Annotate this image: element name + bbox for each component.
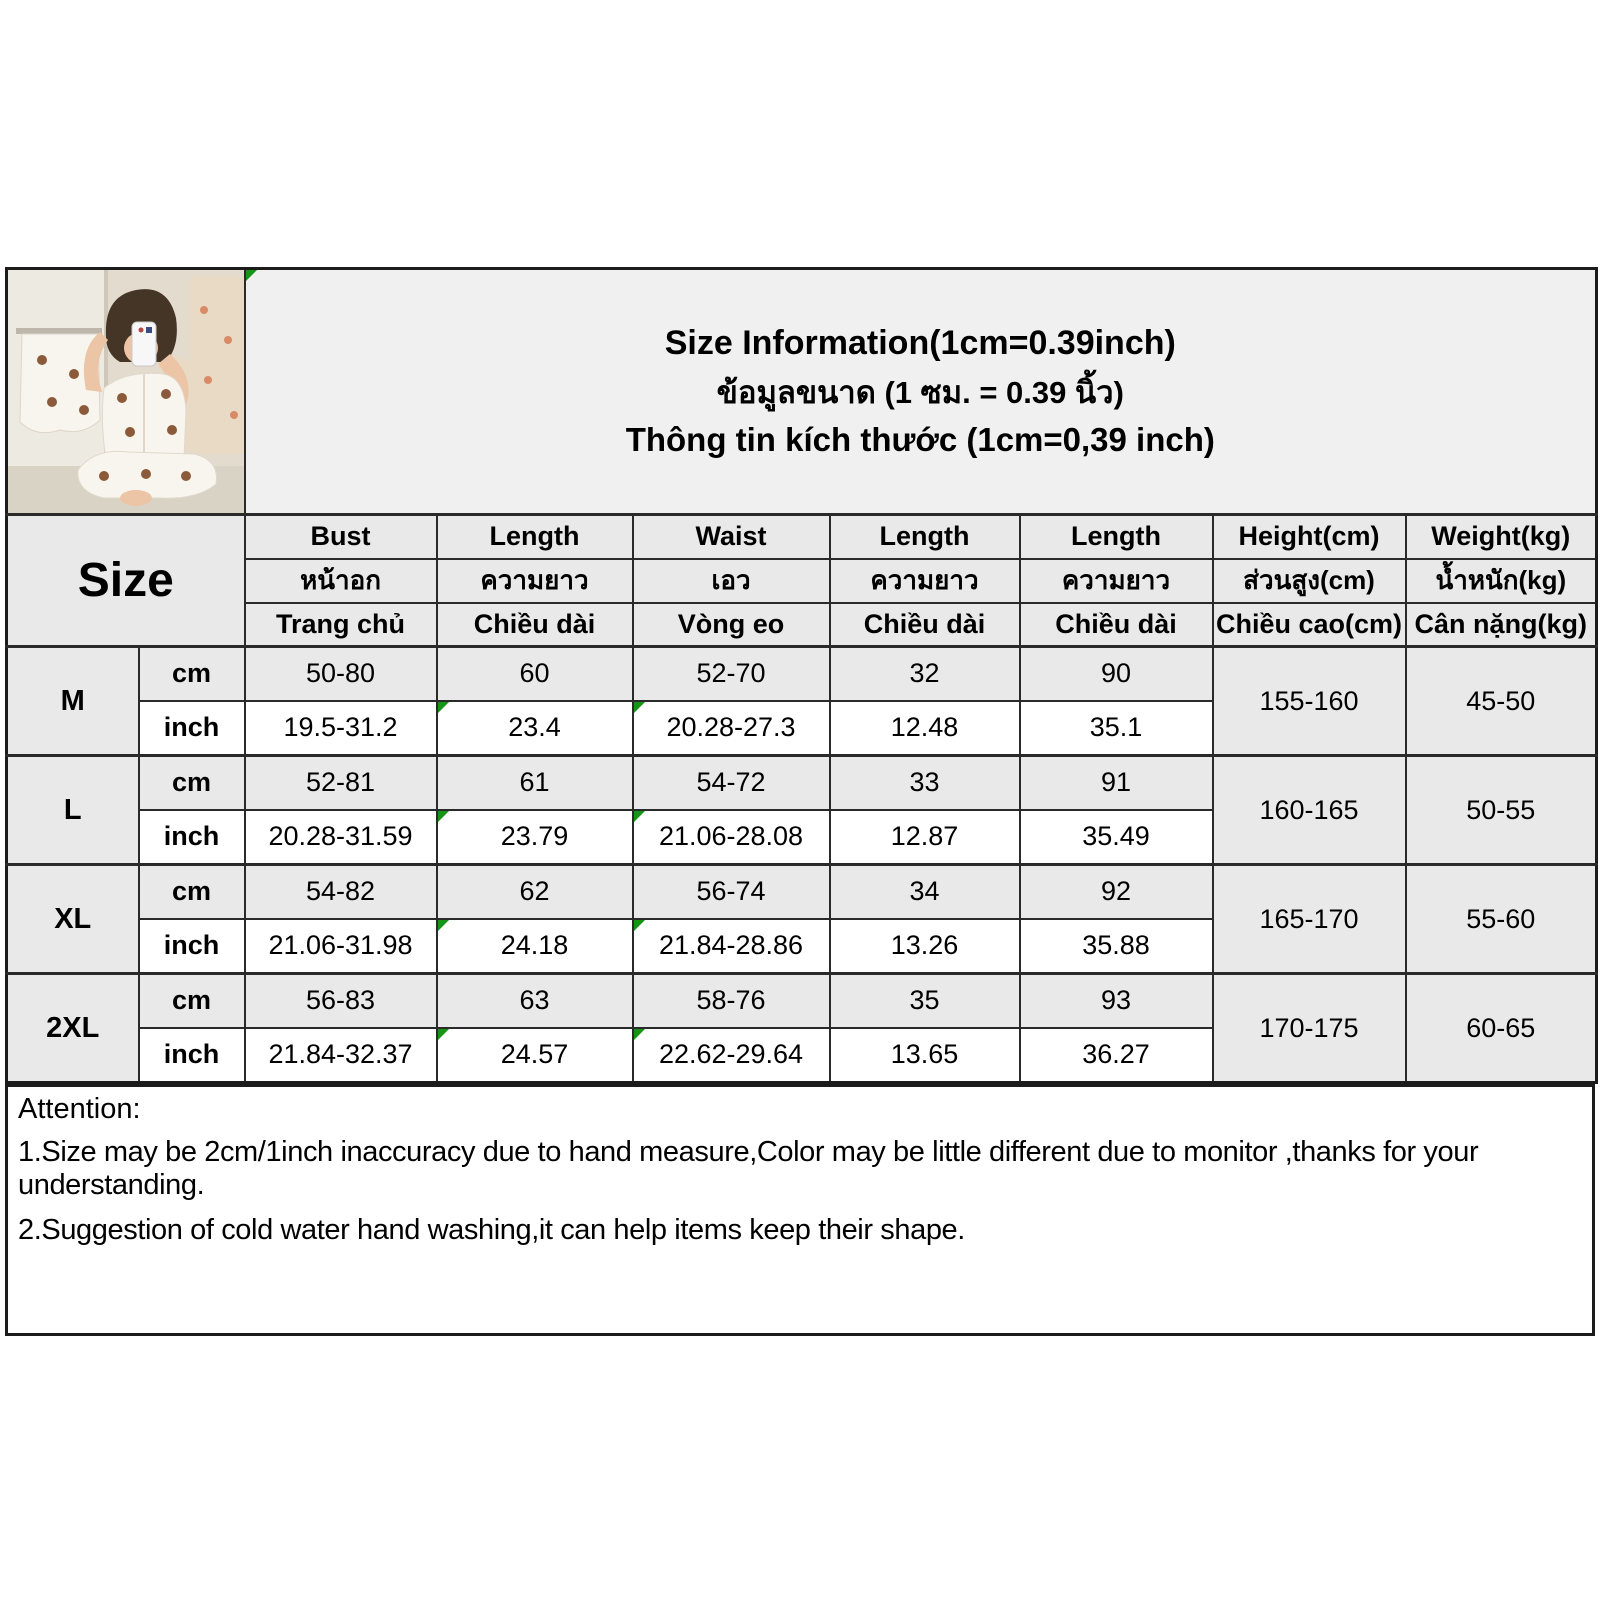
column-header-vi-5: Chiều cao(cm) [1213,603,1406,647]
measurement-cm-1: 61 [437,756,633,810]
product-photo [7,269,245,515]
unit-label-inch: inch [139,701,245,756]
size-chart-table [5,267,1598,1084]
measurement-cm-0: 50-80 [245,647,437,701]
height-value: 165-170 [1213,865,1406,974]
measurement-cm-3: 34 [830,865,1020,919]
attention-line-1: 1.Size may be 2cm/1inch inaccuracy due to hand measure,Color may be little different due to monitor ,thanks for your understanding. [18,1136,1479,1201]
column-header-vi-3: Chiều dài [830,603,1020,647]
title-vietnamese: Thông tin kích thước (1cm=0,39 inch) [625,421,1215,458]
column-header-vi-0: Trang chủ [245,603,437,647]
column-header-en-6: Weight(kg) [1406,515,1597,559]
column-header-en-2: Waist [633,515,830,559]
unit-label-cm: cm [139,756,245,810]
unit-label-inch: inch [139,919,245,974]
height-value: 155-160 [1213,647,1406,756]
attention-notes [5,1084,1595,1336]
measurement-inch-1: 23.4 [437,701,633,756]
measurement-inch-1: 24.57 [437,1028,633,1083]
column-header-th-5: ส่วนสูง(cm) [1213,559,1406,603]
column-header-vi-4: Chiều dài [1020,603,1213,647]
measurement-cm-4: 90 [1020,647,1213,701]
column-header-en-3: Length [830,515,1020,559]
unit-label-cm: cm [139,974,245,1028]
size-row-XL-cm [7,865,1597,919]
measurement-inch-3: 12.87 [830,810,1020,865]
measurement-inch-2: 22.62-29.64 [633,1028,830,1083]
measurement-cm-1: 63 [437,974,633,1028]
measurement-cm-4: 91 [1020,756,1213,810]
measurement-cm-0: 56-83 [245,974,437,1028]
measurement-inch-2: 21.06-28.08 [633,810,830,865]
height-value: 170-175 [1213,974,1406,1083]
column-header-en-1: Length [437,515,633,559]
measurement-cm-2: 58-76 [633,974,830,1028]
column-header-th-1: ความยาว [437,559,633,603]
size-label-M: M [7,647,139,756]
title-thai: ข้อมูลขนาด (1 ซม. = 0.39 นิ้ว) [716,375,1124,410]
pajama-photo-illustration [8,270,245,513]
measurement-cm-2: 52-70 [633,647,830,701]
measurement-cm-3: 35 [830,974,1020,1028]
measurement-inch-0: 21.84-32.37 [245,1028,437,1083]
measurement-inch-0: 20.28-31.59 [245,810,437,865]
measurement-cm-4: 92 [1020,865,1213,919]
measurement-cm-1: 62 [437,865,633,919]
measurement-cm-0: 54-82 [245,865,437,919]
size-chart-sheet [5,267,1595,1336]
weight-value: 55-60 [1406,865,1597,974]
size-row-M-cm [7,647,1597,701]
column-header-en-5: Height(cm) [1213,515,1406,559]
measurement-inch-4: 35.49 [1020,810,1213,865]
measurement-cm-2: 56-74 [633,865,830,919]
measurement-cm-1: 60 [437,647,633,701]
measurement-inch-1: 23.79 [437,810,633,865]
size-column-label: Size [7,515,245,647]
column-header-vi-2: Vòng eo [633,603,830,647]
unit-label-inch: inch [139,1028,245,1083]
measurement-inch-2: 21.84-28.86 [633,919,830,974]
measurement-cm-3: 33 [830,756,1020,810]
measurement-inch-1: 24.18 [437,919,633,974]
measurement-cm-0: 52-81 [245,756,437,810]
column-header-th-6: น้ำหนัก(kg) [1406,559,1597,603]
weight-value: 45-50 [1406,647,1597,756]
measurement-inch-0: 19.5-31.2 [245,701,437,756]
size-row-2XL-cm [7,974,1597,1028]
title-english: Size Information(1cm=0.39inch) [664,324,1176,362]
size-label-XL: XL [7,865,139,974]
weight-value: 60-65 [1406,974,1597,1083]
measurement-inch-4: 36.27 [1020,1028,1213,1083]
measurement-inch-3: 13.26 [830,919,1020,974]
height-value: 160-165 [1213,756,1406,865]
column-header-vi-6: Cân nặng(kg) [1406,603,1597,647]
attention-line-2: 2.Suggestion of cold water hand washing,it can help items keep their shape. [18,1214,965,1246]
weight-value: 50-55 [1406,756,1597,865]
column-header-th-4: ความยาว [1020,559,1213,603]
size-label-2XL: 2XL [7,974,139,1083]
measurement-cm-4: 93 [1020,974,1213,1028]
column-header-en-4: Length [1020,515,1213,559]
unit-label-inch: inch [139,810,245,865]
column-header-en-0: Bust [245,515,437,559]
unit-label-cm: cm [139,865,245,919]
size-label-L: L [7,756,139,865]
size-row-L-cm [7,756,1597,810]
measurement-inch-2: 20.28-27.3 [633,701,830,756]
measurement-inch-4: 35.88 [1020,919,1213,974]
unit-label-cm: cm [139,647,245,701]
measurement-inch-0: 21.06-31.98 [245,919,437,974]
column-header-th-0: หน้าอก [245,559,437,603]
measurement-cm-3: 32 [830,647,1020,701]
measurement-inch-3: 13.65 [830,1028,1020,1083]
size-information-title [245,269,1597,515]
measurement-inch-3: 12.48 [830,701,1020,756]
column-header-th-3: ความยาว [830,559,1020,603]
attention-title: Attention: [18,1093,141,1125]
measurement-cm-2: 54-72 [633,756,830,810]
column-header-th-2: เอว [633,559,830,603]
measurement-inch-4: 35.1 [1020,701,1213,756]
column-header-vi-1: Chiều dài [437,603,633,647]
